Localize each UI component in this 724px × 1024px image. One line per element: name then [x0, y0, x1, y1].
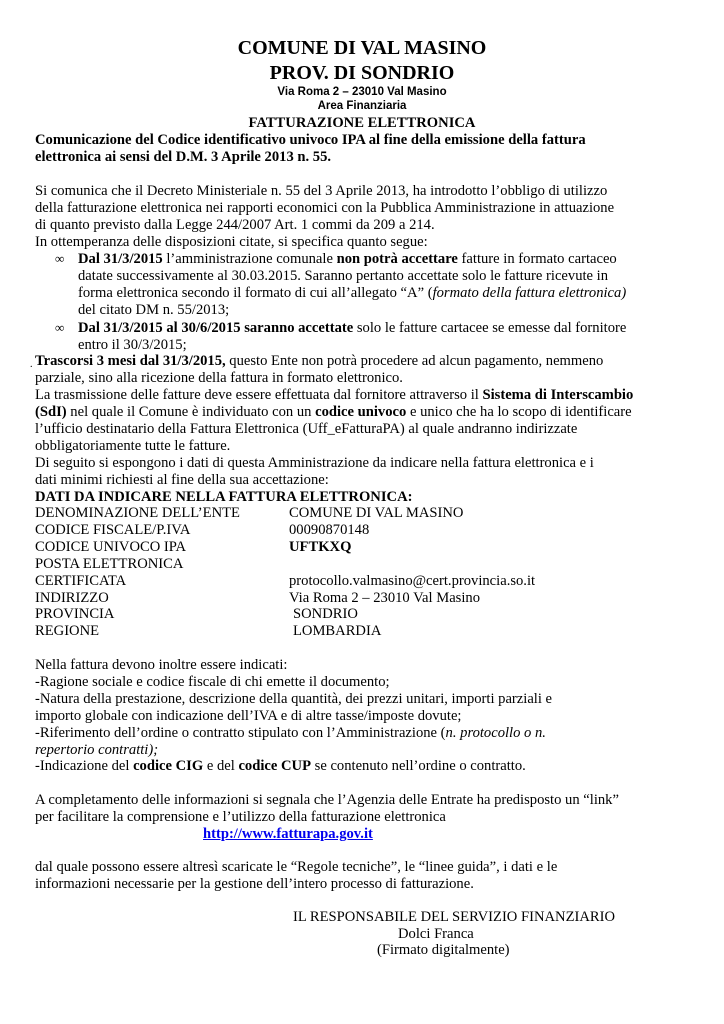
fatturapa-link[interactable]: http://www.fatturapa.gov.it: [203, 826, 373, 842]
data-label-indirizzo: INDIRIZZO: [35, 590, 109, 606]
para2-line-8: dati minimi richiesti al fine della sua accettazione:: [35, 472, 329, 488]
list-item-1: -Ragione sociale e codice fiscale di chi emette il documento;: [35, 674, 390, 690]
list-item-2-line-1: -Natura della prestazione, descrizione della quantità, dei prezzi unitari, importi parziali e: [35, 691, 553, 707]
data-heading: DATI DA INDICARE NELLA FATTURA ELETTRONICA:: [35, 489, 413, 505]
bullet-infinity-icon: ∞: [55, 320, 65, 335]
subject-line-2: elettronica ai sensi del D.M. 3 Aprile 2013 n. 55.: [35, 149, 332, 165]
bullet-2-line-2: entro il 30/3/2015;: [78, 337, 187, 353]
data-label-regione: REGIONE: [35, 623, 100, 639]
bullet-1-line-4: del citato DM n. 55/2013;: [78, 302, 230, 318]
signature-note: (Firmato digitalmente): [377, 942, 510, 958]
bullet-1-line-1: Dal 31/3/2015 l’amministrazione comunale non potrà accettare fatture in formato cartaceo: [78, 251, 617, 267]
signature-name: Dolci Franca: [398, 926, 474, 942]
header-address: Via Roma 2 – 23010 Val Masino: [277, 86, 447, 98]
subject-line-1: Comunicazione del Codice identificativo univoco IPA al fine della emissione della fattura: [35, 132, 586, 148]
intro-line-4: In ottemperanza delle disposizioni citate, si specifica quanto segue:: [35, 234, 428, 250]
intro-line-3: di quanto previsto dalla Legge 244/2007 Art. 1 commi da 209 a 214.: [35, 217, 435, 233]
para2-line-5: l’ufficio destinatario della Fattura Elettronica (Uff_eFatturaPA) al quale andranno indirizzate: [35, 421, 578, 437]
header-title-1: COMUNE DI VAL MASINO: [237, 37, 487, 59]
para2-line-3: La trasmissione delle fatture deve essere effettuata dal fornitore attraverso il Sistema di Interscambio: [35, 387, 634, 403]
data-label-provincia: PROVINCIA: [35, 606, 115, 622]
intro-line-1: Si comunica che il Decreto Ministeriale n. 55 del 3 Aprile 2013, ha introdotto l’obbligo di utilizzo: [35, 183, 608, 199]
data-value-codice-ipa: UFTKXQ: [289, 539, 352, 555]
data-label-denominazione: DENOMINAZIONE DELL’ENTE: [35, 505, 240, 521]
bullet-1-line-2: datate successivamente al 30.03.2015. Saranno pertanto accettate solo le fatture ricevute in: [78, 268, 609, 284]
bullet-1-line-3: forma elettronica secondo il formato di cui all’allegato “A” (formato della fattura elettronica): [78, 285, 627, 301]
list-item-3-line-1: -Riferimento dell’ordine o contratto stipulato con l’Amministrazione (n. protocollo o n.: [35, 725, 546, 741]
closing-line-1: A completamento delle informazioni si segnala che l’Agenzia delle Entrate ha predisposto un “link”: [35, 792, 619, 808]
data-value-pec: protocollo.valmasino@cert.provincia.so.it: [289, 573, 536, 589]
intro-line-2: della fatturazione elettronica nei rapporti economici con la Pubblica Amministrazione in attuazione: [35, 200, 615, 216]
closing-line-3: dal quale possono essere altresì scaricate le “Regole tecniche”, le “linee guida”, i dati e le: [35, 859, 558, 875]
signature-role: IL RESPONSABILE DEL SERVIZIO FINANZIARIO: [293, 909, 616, 925]
para2-line-7: Di seguito si espongono i dati di questa Amministrazione da indicare nella fattura elettronica e i: [35, 455, 594, 471]
list-item-2-line-2: importo globale con indicazione dell’IVA e di altre tasse/imposte dovute;: [35, 708, 462, 724]
data-label-posta-elettronica: POSTA ELETTRONICA: [35, 556, 184, 572]
bullet-infinity-icon: ∞: [55, 251, 65, 266]
bullet-2-line-1: Dal 31/3/2015 al 30/6/2015 saranno accettate solo le fatture cartacee se emesse dal fornitore: [78, 320, 627, 336]
data-value-regione: LOMBARDIA: [293, 623, 382, 639]
header-area: Area Finanziaria: [317, 100, 407, 112]
closing-line-2: per facilitare la comprensione e l’utilizzo della fatturazione elettronica: [35, 809, 446, 825]
para2-line-1: Trascorsi 3 mesi dal 31/3/2015, questo Ente non potrà procedere ad alcun pagamento, nemmeno: [35, 353, 604, 369]
data-value-denominazione: COMUNE DI VAL MASINO: [289, 505, 464, 521]
para2-line-6: obbligatoriamente tutte le fatture.: [35, 438, 231, 454]
closing-line-4: informazioni necessarie per la gestione dell’intero processo di fatturazione.: [35, 876, 474, 892]
data-value-provincia: SONDRIO: [293, 606, 358, 622]
data-value-indirizzo: Via Roma 2 – 23010 Val Masino: [289, 590, 480, 606]
data-label-codice-ipa: CODICE UNIVOCO IPA: [35, 539, 187, 555]
data-value-codice-fiscale: 00090870148: [289, 522, 370, 538]
data-label-certificata: CERTIFICATA: [35, 573, 127, 589]
paragraph-mark: .: [30, 359, 33, 370]
header-title-2: PROV. DI SONDRIO: [269, 62, 455, 84]
data-label-codice-fiscale: CODICE FISCALE/P.IVA: [35, 522, 191, 538]
para2-line-4: (SdI) nel quale il Comune è individuato con un codice univoco e unico che ha lo scopo di identificare: [35, 404, 632, 420]
list-item-3-line-2: repertorio contratti);: [35, 742, 159, 758]
list-intro: Nella fattura devono inoltre essere indicati:: [35, 657, 288, 673]
para2-line-2: parziale, sino alla ricezione della fattura in formato elettronico.: [35, 370, 403, 386]
header-section: FATTURAZIONE ELETTRONICA: [248, 115, 476, 131]
list-item-4: -Indicazione del codice CIG e del codice CUP se contenuto nell’ordine o contratto.: [35, 758, 526, 774]
